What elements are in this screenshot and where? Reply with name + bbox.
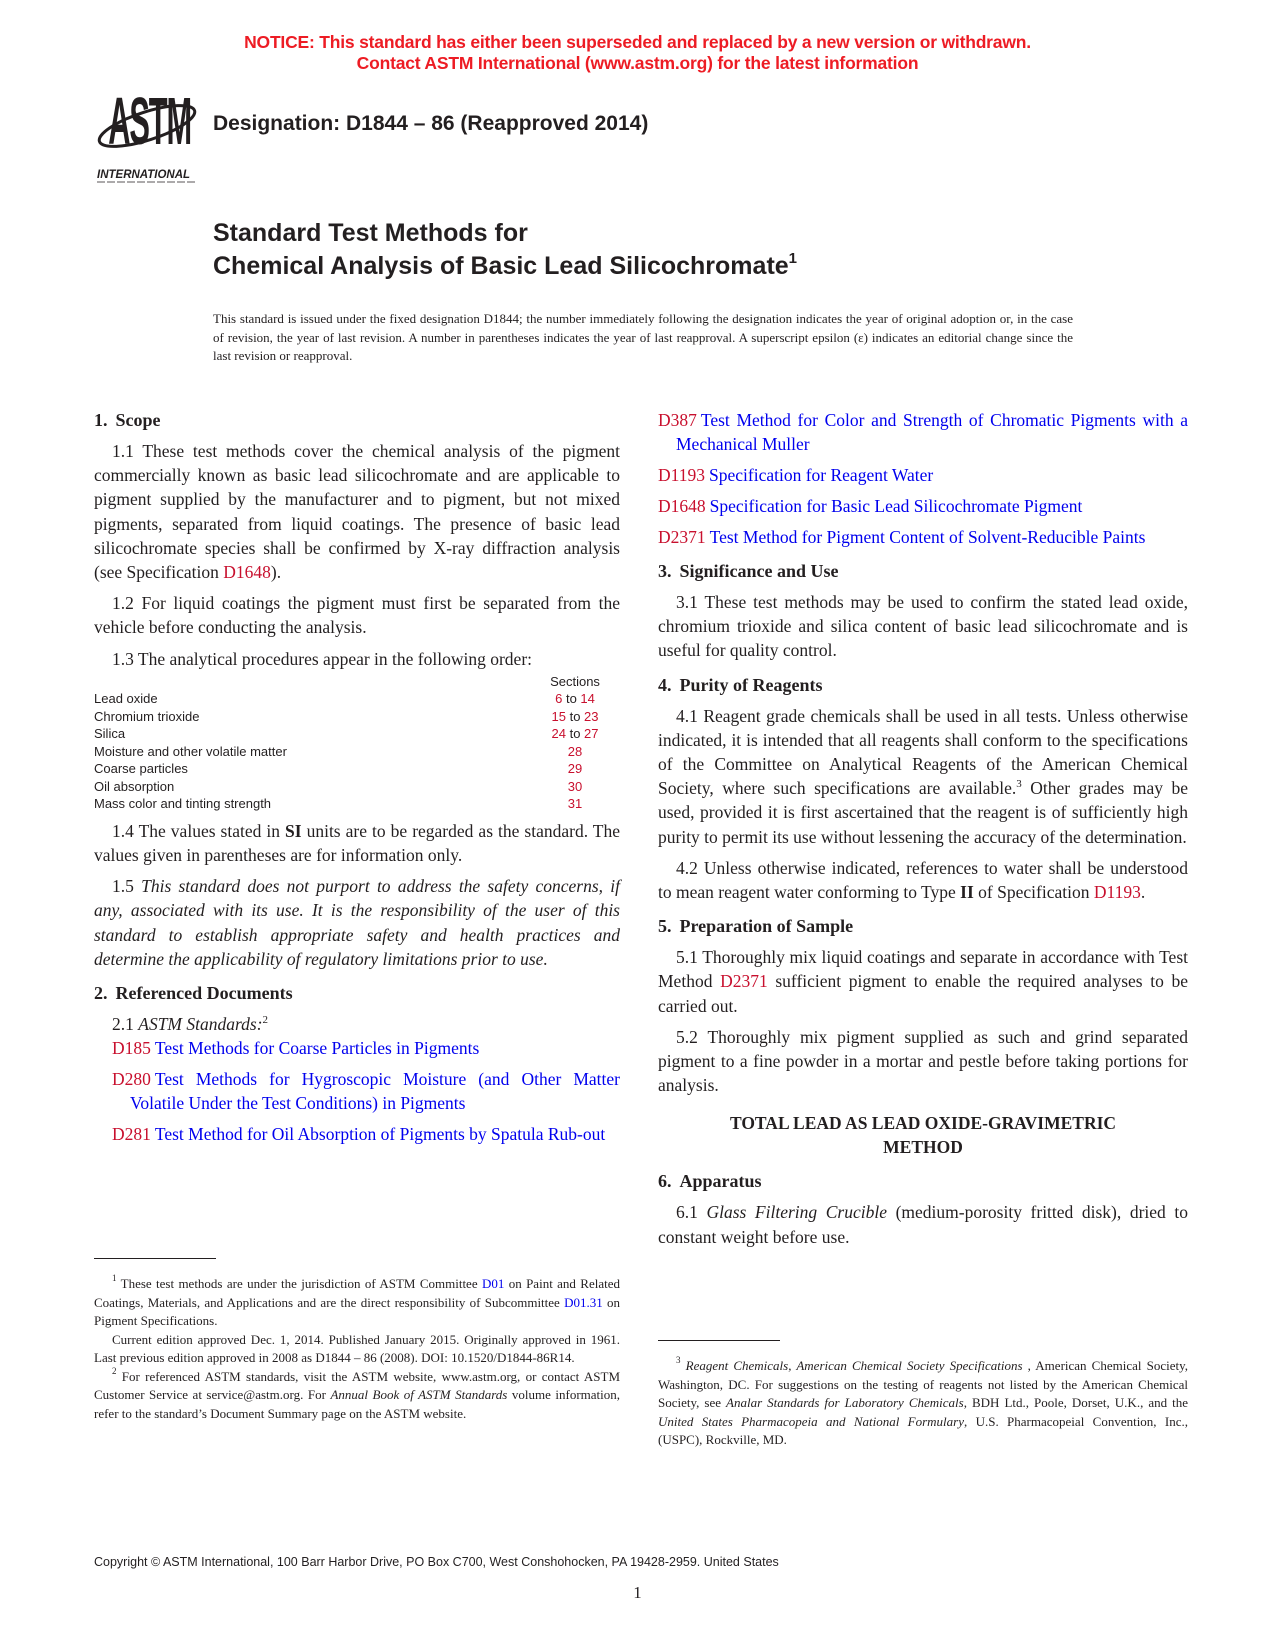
preamble: This standard is issued under the fixed designation D1844; the number immediately following the designation indicates the year of original adoption or, in the case of revision, the year of last revision. A number in parentheses indicates the year of last reapproval. A superscript epsilon (ε) indicates an editorial change since the last revision or reapproval. (213, 311, 1073, 363)
para-2-1: 2.1 ASTM Standards:$^2$ (112, 1014, 269, 1035)
svg-text:INTERNATIONAL: INTERNATIONAL (97, 169, 191, 181)
footnote-1: $^1$ These test methods are under the jurisdiction of ASTM Committee D01 on Paint and Related Coatings, Materials, and Applications and are the direct responsibility of Subcommittee D01.31 on Pigment Specifications. (94, 1273, 621, 1328)
para-4-2: 4.2 Unless otherwise indicated, references to water shall be understood to mean reagent water conforming to Type II of Specification D1193. (658, 857, 1188, 903)
section-4-heading: 4. Purity of Reagents (658, 674, 823, 695)
left-column (94, 408, 620, 1153)
table-row: Mass color and tinting strength 31 (94, 796, 583, 812)
table-row: Lead oxide 6 to 14 (94, 691, 595, 707)
footnotes-left (94, 1258, 620, 1423)
reference-item[interactable]: D2371 Test Method for Pigment Content of Solvent-Reducible Paints (658, 527, 1146, 547)
table-row: Oil absorption 30 (94, 778, 583, 794)
svg-text:ASTM: ASTM (108, 84, 192, 160)
para-1-4: 1.4 The values stated in SI units are to be regarded as the standard. The values given in parentheses are for information only. (94, 820, 620, 866)
astm-international-logo-icon (95, 84, 203, 184)
footnote-1-edition: Current edition approved Dec. 1, 2014. Published January 2015. Originally approved in 1961. Last previous edition approved in 2008 as D1844 – 86 (2008). DOI: 10.1520/D1844-86R14. (94, 1331, 620, 1365)
para-5-2: 5.2 Thoroughly mix pigment supplied as such and grind separated pigment to a fine powder in a mortar and pestle before taking portions for analysis. (658, 1026, 1188, 1096)
para-4-1: 4.1 Reagent grade chemicals shall be used in all tests. Unless otherwise indicated, it is intended that all reagents shall conform to the specifications of the Committee on Analytical Reagents of the American Chemical Society, where such specifications are available.$^3$ Other grades may be used, provided it is first ascertained that the reagent is of sufficiently high purity to permit its use without lessening the accuracy of the determination. (658, 705, 1188, 847)
para-1-3: 1.3 The analytical procedures appear in the following order: (112, 648, 533, 669)
footnote-divider (94, 1258, 216, 1259)
link-d1648[interactable]: D1648 (223, 562, 271, 583)
right-column (658, 408, 1188, 1256)
withdrawal-notice (0, 32, 1275, 74)
notice-line-1: NOTICE: This standard has either been superseded and replaced by a new version or withdrawn. (244, 32, 1031, 52)
designation: Designation: D1844 – 86 (Reapproved 2014) (213, 112, 649, 135)
reference-item[interactable]: D1193 Specification for Reagent Water (658, 465, 934, 485)
section-2-heading: 2. Referenced Documents (94, 983, 293, 1004)
notice-line-2: Contact ASTM International (www.astm.org) for the latest information (356, 53, 919, 73)
section-3-heading: 3. Significance and Use (658, 561, 839, 581)
link-d01[interactable]: D01 (481, 1276, 505, 1291)
link-d1193[interactable]: D1193 (1093, 882, 1141, 903)
reference-list-right (658, 408, 1188, 549)
document-title (213, 217, 797, 283)
para-1-1: 1.1 These test methods cover the chemical analysis of the pigment commercially known as basic lead silicochromate and are applicable to pigment supplied by the manufacturer and to pigment, but not mixed pigments, separated from liquid coatings. The presence of basic lead silicochromate species shall be confirmed by X-ray diffraction analysis (see Specification D1648). (94, 441, 620, 583)
page-number: 1 (633, 1583, 642, 1602)
para-6-1: 6.1 Glass Filtering Crucible (medium-porosity fritted disk), dried to constant weight before use. (658, 1202, 1189, 1247)
reference-item[interactable]: D1648 Specification for Basic Lead Silicochromate Pigment (658, 496, 1083, 516)
method-heading: TOTAL LEAD AS LEAD OXIDE-GRAVIMETRIC METHOD (729, 1113, 1117, 1158)
footnote-2: $^2$ For referenced ASTM standards, visit the ASTM website, www.astm.org, or contact ASTM Customer Service at service@astm.org. For Annual Book of ASTM Standards volume information, refer to the standard’s Document Summary page on the ASTM website. (94, 1365, 621, 1421)
title-line-2: Chemical Analysis of Basic Lead Silicochromate$^1$ (213, 250, 798, 280)
table-row: Chromium trioxide 15 to 23 (94, 708, 599, 724)
para-1-5: 1.5 This standard does not purport to address the safety concerns, if any, associated with its use. It is the responsibility of the user of this standard to establish appropriate safety and health practices and determine the applicability of regulatory limitations prior to use. (94, 876, 620, 969)
para-5-1: 5.1 Thoroughly mix liquid coatings and separate in accordance with Test Method D2371 sufficient pigment to enable the required analyses to be carried out. (658, 947, 1188, 1016)
section-1-heading: 1. Scope (94, 410, 161, 430)
section-6-heading: 6. Apparatus (658, 1171, 762, 1192)
footnote-divider (658, 1340, 780, 1341)
title-line-1: Standard Test Methods for (213, 219, 528, 247)
sections-header: Sections (550, 673, 600, 689)
footnotes-right (658, 1340, 1188, 1450)
reference-item[interactable]: D280 Test Methods for Hygroscopic Moisture (and Other Matter Volatile Under the Test Conditions) in Pigments (112, 1069, 620, 1114)
reference-list-left (94, 1036, 620, 1146)
link-d01-31[interactable]: D01.31 (564, 1294, 603, 1310)
section-5-heading: 5. Preparation of Sample (658, 916, 854, 937)
table-row: Moisture and other volatile matter 28 (94, 743, 583, 759)
table-row: Silica 24 to 27 (94, 726, 599, 742)
title-footnote-mark[interactable]: 1 (788, 250, 798, 267)
footnote-3: $^3$ Reagent Chemicals, American Chemical Society Specifications , American Chemical Society, Washington, DC. For suggestions on the testing of reagents not listed by the American Chemical Society, see Analar Standards for Laboratory Chemicals, BDH Ltd., Poole, Dorset, U.K., and the United States Pharmacopeia and National Formulary, U.S. Pharmacopeial Convention, Inc., (USPC), Rockville, MD. (658, 1355, 1188, 1447)
link-d2371[interactable]: D2371 (720, 971, 768, 992)
reference-item[interactable]: D281 Test Method for Oil Absorption of Pigments by Spatula Rub-out (112, 1124, 606, 1145)
table-row: Coarse particles 29 (94, 761, 583, 777)
para-1-2: 1.2 For liquid coatings the pigment must first be separated from the vehicle before conducting the analysis. (94, 593, 620, 638)
reference-item[interactable]: D185 Test Methods for Coarse Particles in Pigments (112, 1038, 480, 1059)
reference-item[interactable]: D387 Test Method for Color and Strength of Chromatic Pigments with a Mechanical Muller (658, 410, 1188, 454)
procedures-table (94, 673, 620, 813)
copyright-footer: Copyright © ASTM International, 100 Barr Harbor Drive, PO Box C700, West Conshohocken, PA 19428-2959. United States (94, 1555, 779, 1569)
para-3-1: 3.1 These test methods may be used to confirm the stated lead oxide, chromium trioxide and silica content of basic lead silicochromate and is useful for quality control. (658, 592, 1188, 661)
